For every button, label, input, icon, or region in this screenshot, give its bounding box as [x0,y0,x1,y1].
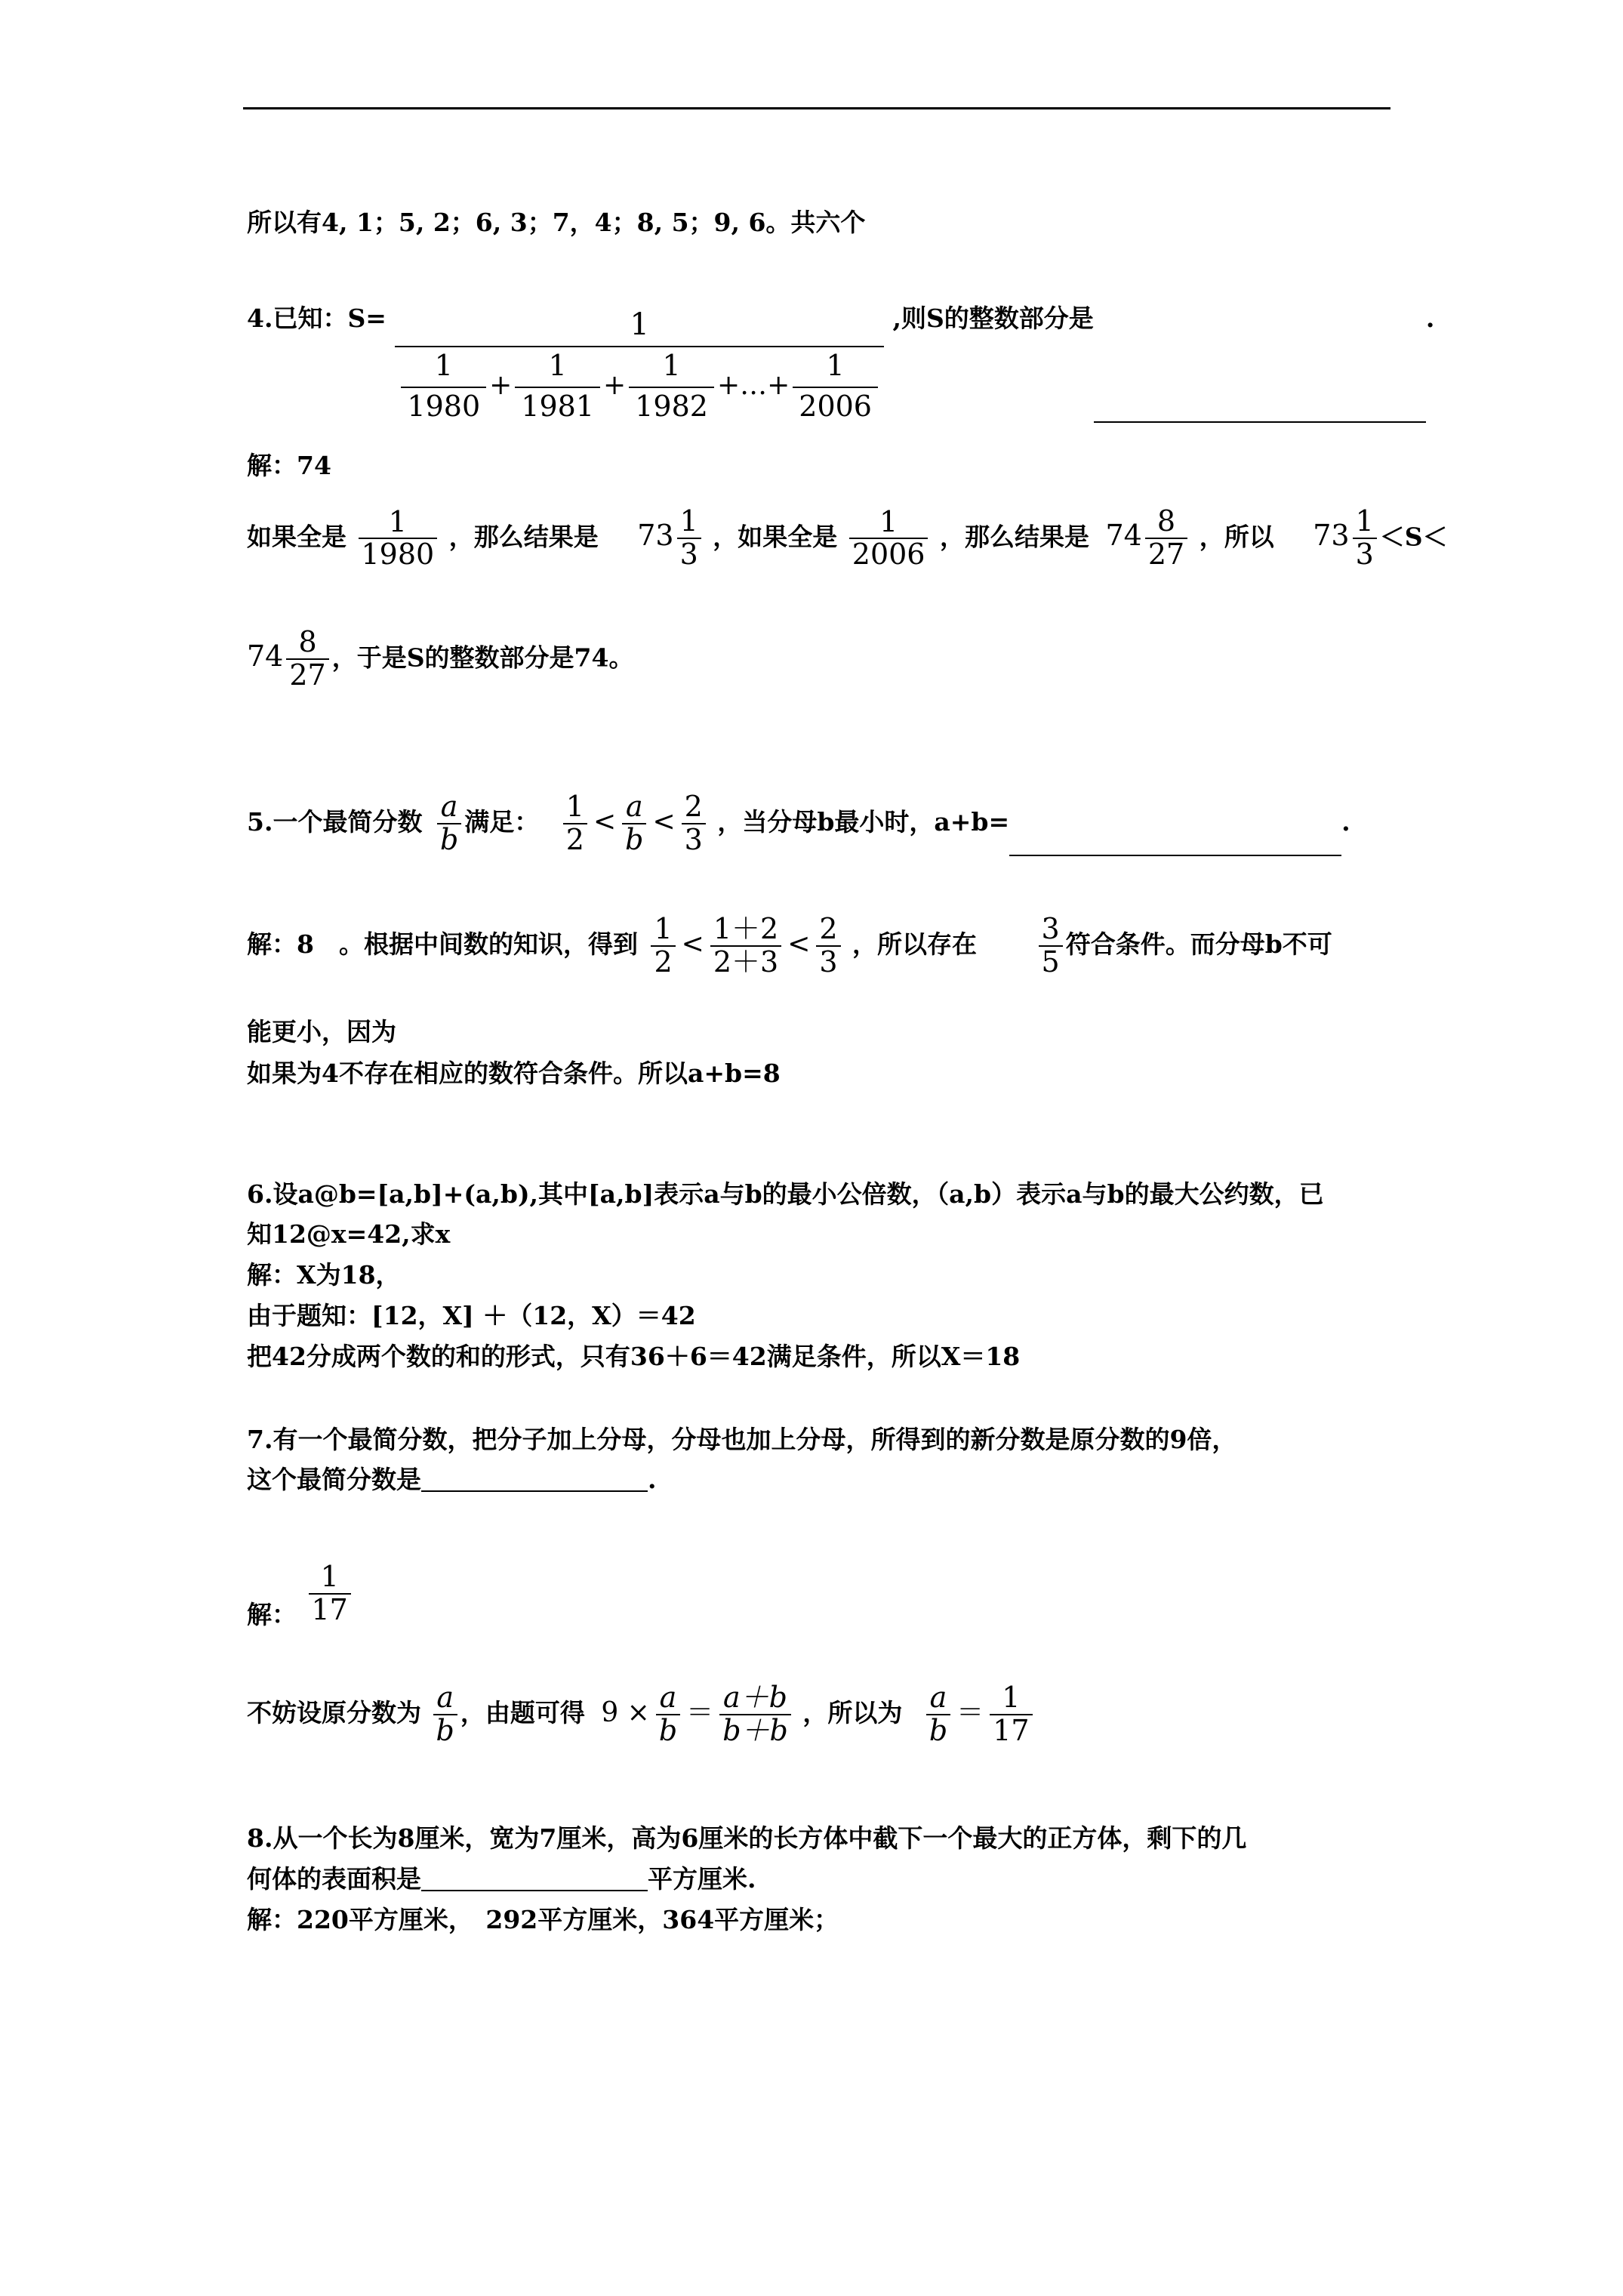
q7-answer: 解： $\frac{1}{17}$ [247,1561,354,1627]
question-4: 4.已知：S= 1 $\frac{1}{1980}$ + $\frac{1}{1981}$ + $\frac{1}{1982}$ +…+ $\frac{1}{2006}$ ,则S的整数部分是 . [247,304,1435,423]
q4-explanation: 如果全是 $\frac{1}{1980}$ ，那么结果是 73 $\frac{1}{3}$ ，如果全是 $\frac{1}{2006}$ ，那么结果是 74 $\frac{8}{27}$ ，所以 73 $\frac{1}{3}$ ＜S＜ [247,504,1448,572]
q4-numerator: 1 [395,308,884,347]
answer-blank [1009,855,1341,856]
q5-answer: 解：8 。根据中间数的知识，得到 $\frac{1}{2}$ < $\frac{1+2}{2+3}$ < $\frac{2}{3}$ ，所以存在 $\frac{3}{5}$ 符合条件。而分母b不可 [247,912,1332,978]
q4-label: 4.已知：S= [247,304,387,333]
q6-line2: 知12@x=42,求x [247,1219,451,1249]
q8-answer: 解：220平方厘米， 292平方厘米，364平方厘米； [247,1905,839,1934]
q7-line2: 这个最简分数是 . [247,1465,657,1494]
question-8: 8.从一个长为8厘米，宽为7厘米，高为6厘米的长方体中截下一个最大的正方体，剩下的几 [247,1823,1247,1853]
q8-line2: 何体的表面积是 平方厘米. [247,1864,756,1894]
q4-answer: 解：74 [247,451,331,480]
question-5: 5.一个最简分数 $\frac{a}{b}$ 满足： $\frac{1}{2}$ < $\frac{a}{b}$ < $\frac{2}{3}$ ，当分母b最小时，a+b= . [247,790,1350,856]
q6-line4: 由于题知：[12，X] ＋（12，X）＝42 [247,1301,696,1330]
answer-blank [1094,421,1426,423]
q4-tail: ,则S的整数部分是 [892,304,1094,333]
q6-line5: 把42分成两个数的和的形式，只有36＋6＝42满足条件，所以X＝18 [247,1342,1021,1371]
q5-line3: 如果为4不存在相应的数符合条件。所以a+b=8 [247,1059,781,1088]
q4-big-fraction [398,308,881,423]
q7-explanation: 不妨设原分数为 $\frac{a}{b}$ ，由题可得 9 × $\frac{a}{b}$ ＝ $\frac{a+b}{b+b}$ ，所以为 $\frac{a}{b}$ ＝ $\frac{1}{17}$ [247,1682,1036,1747]
para-pairs: 所以有4, 1；5, 2；6, 3；7，4；8, 5；9, 6。共六个 [247,208,866,237]
answer-blank [421,1890,648,1891]
answer-blank [421,1490,648,1492]
question-7: 7.有一个最简分数，把分子加上分母，分母也加上分母，所得到的新分数是原分数的9倍， [247,1425,1237,1454]
header-rule [243,107,1390,109]
question-6: 6.设a@b=[a,b]+(a,b),其中[a,b]表示a与b的最小公倍数，（a,b）表示a与b的最大公约数，已 [247,1179,1324,1209]
q4-denominator: $\frac{1}{1980}$ + $\frac{1}{1981}$ + $\frac{1}{1982}$ +…+ $\frac{1}{2006}$ [398,347,881,423]
q4-conclusion: 74 $\frac{8}{27}$ ，于是S的整数部分是74。 [247,625,634,692]
q6-answer: 解：X为18， [247,1260,401,1290]
q5-line2: 能更小，因为 [247,1017,396,1046]
